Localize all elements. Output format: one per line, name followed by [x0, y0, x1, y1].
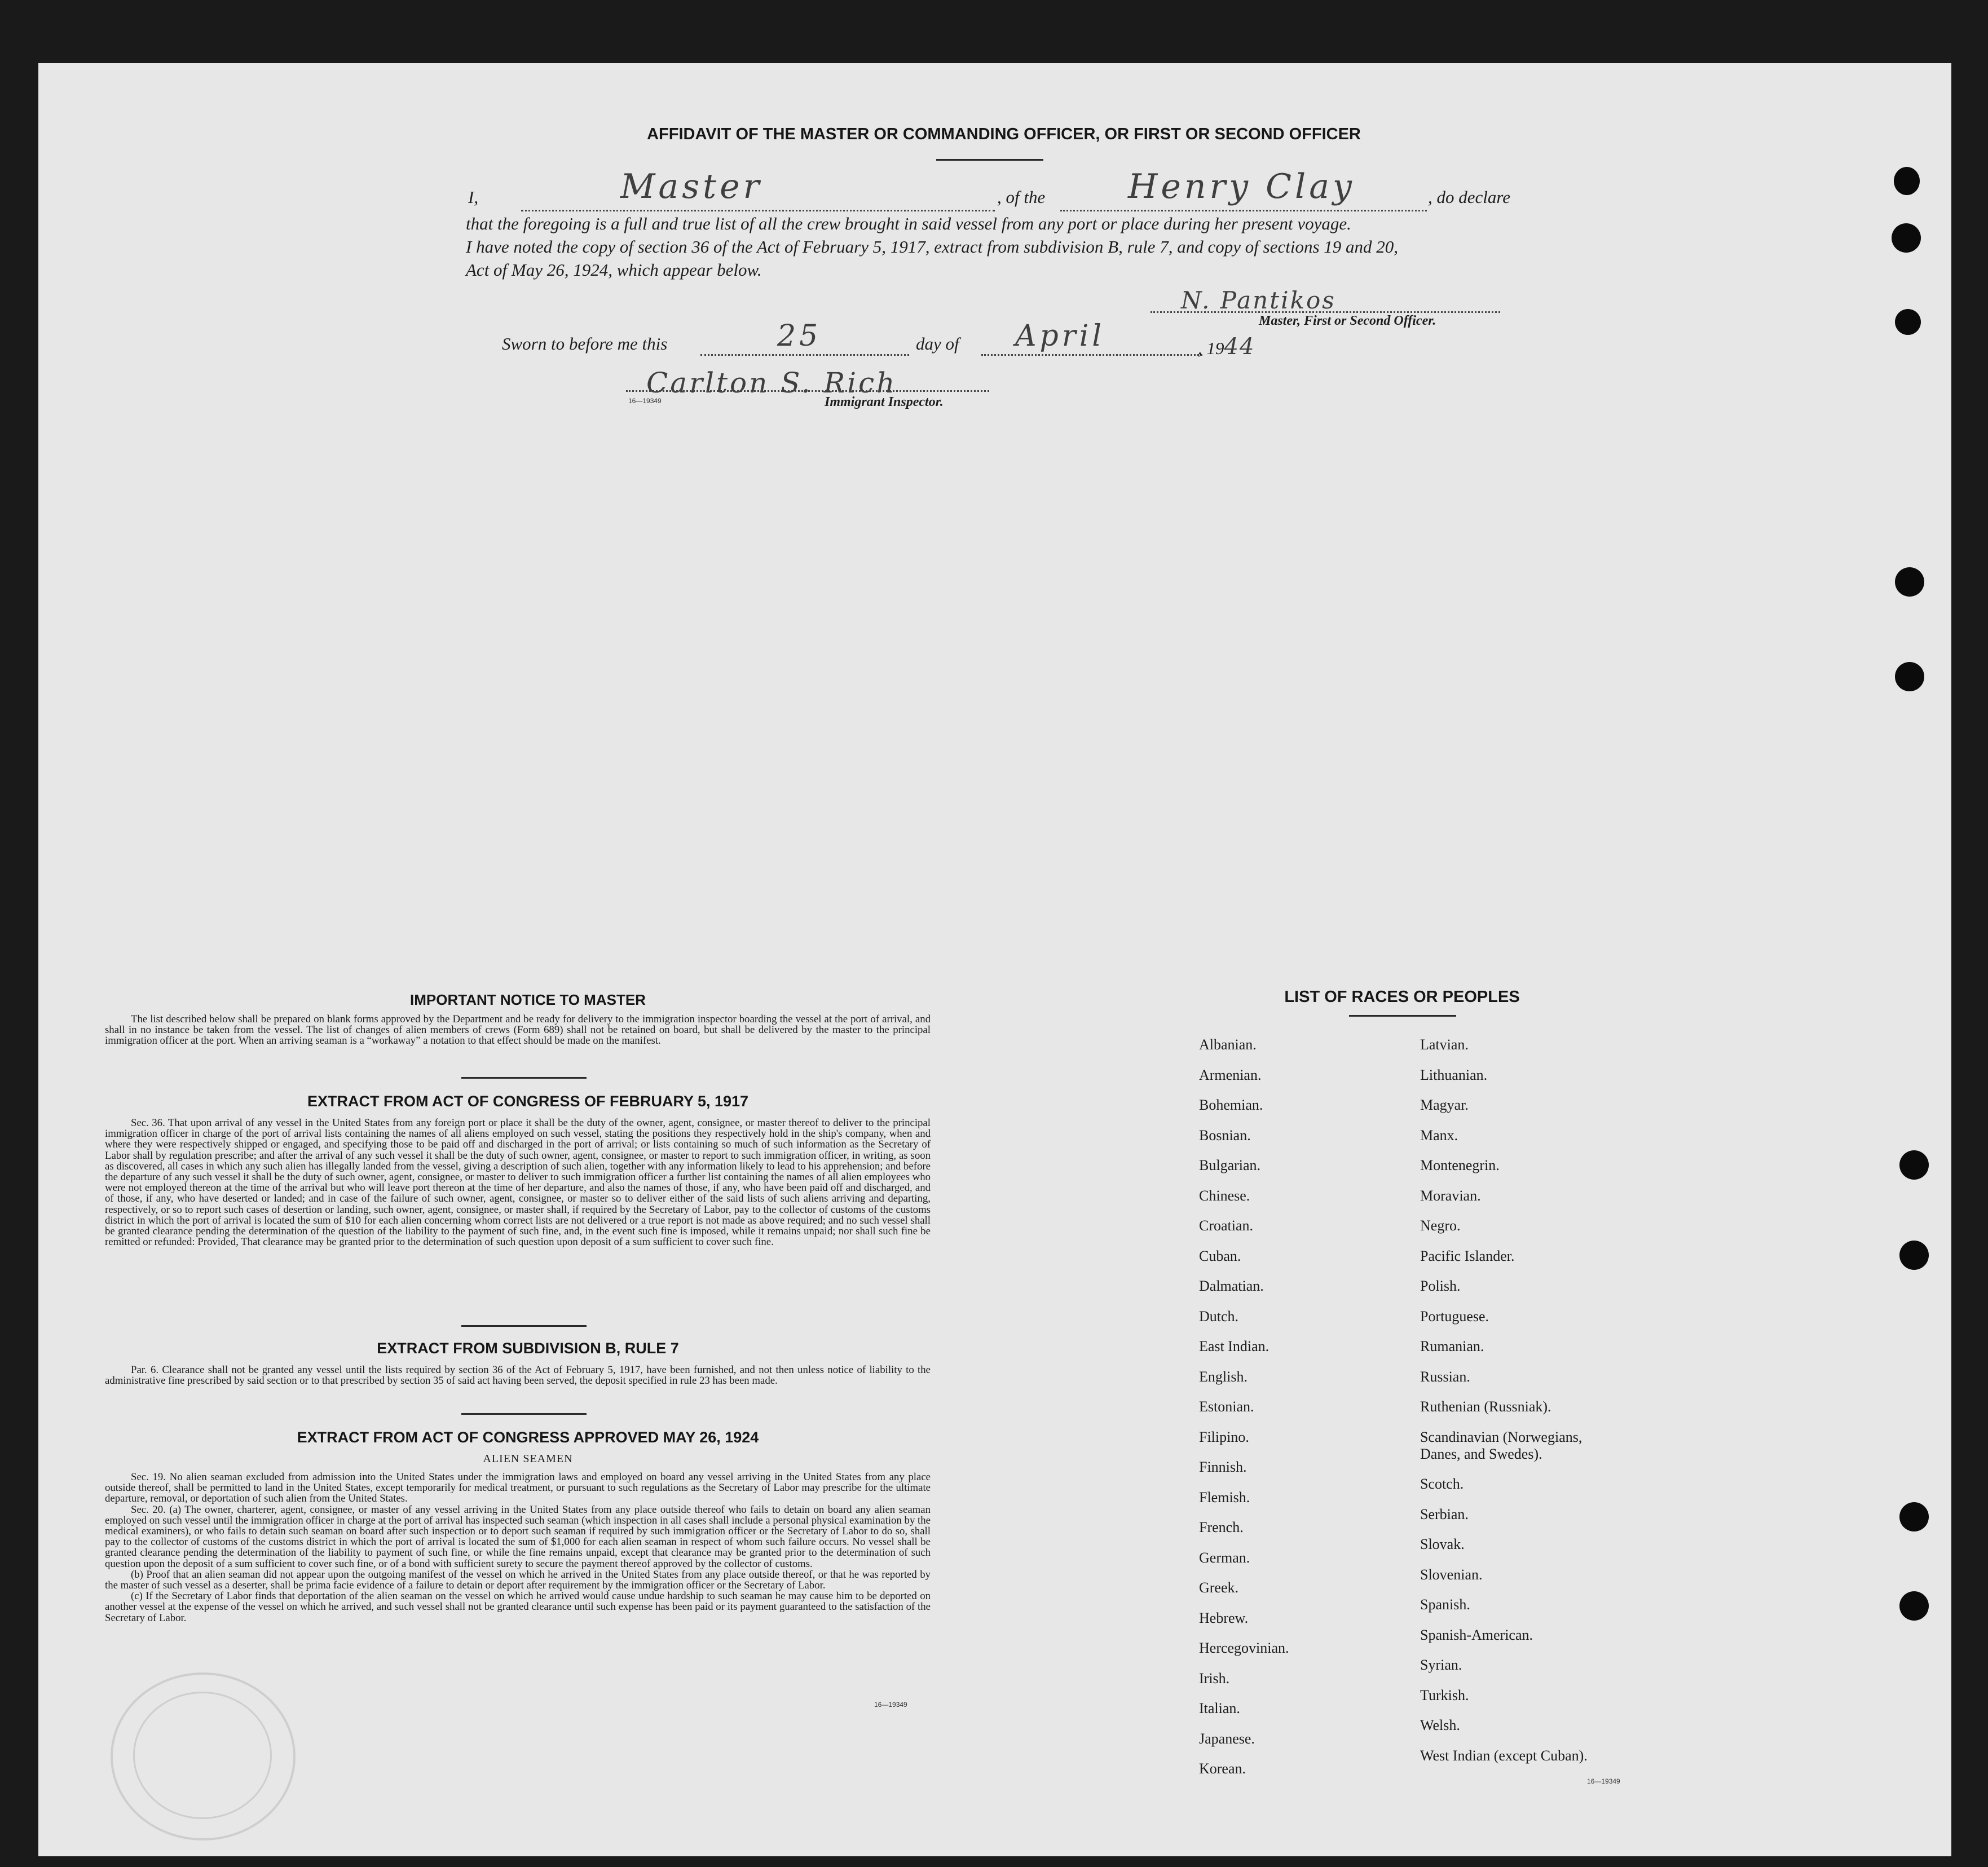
sec-20c-paragraph: (c) If the Secretary of Labor finds that deportation of the alien seaman on the vessel on which he arrived would cause undue hardship to such seaman he may cause him to be deported on another vessel at the expense of the vessel on which he arrived, and such vessel shall not be granted clearance until such expense has been paid or its payment guaranteed to the satisfaction of the Secretary of Labor.: [105, 1590, 931, 1624]
race-item: Scotch.: [1420, 1476, 1464, 1492]
sworn-day-line: [700, 354, 909, 356]
race-item: Russian.: [1420, 1368, 1470, 1385]
race-item: Scandinavian (Norwegians,: [1420, 1428, 1583, 1445]
vessel-name-handwritten: Henry Clay: [1128, 167, 1355, 206]
affidavit-line-4: Act of May 26, 1924, which appear below.: [466, 260, 762, 280]
punch-hole: [1892, 223, 1921, 253]
section-divider: [461, 1325, 587, 1327]
sworn-label: Sworn to before me this: [502, 334, 668, 354]
extract-rule7-title: EXTRACT FROM SUBDIVISION B, RULE 7: [377, 1340, 679, 1357]
race-item: Korean.: [1199, 1760, 1246, 1777]
day-of-label: day of: [916, 334, 959, 354]
race-item: Hebrew.: [1199, 1609, 1249, 1626]
section-divider: [461, 1413, 587, 1415]
punch-hole: [1899, 1150, 1929, 1180]
race-item: Montenegrin.: [1420, 1157, 1500, 1173]
race-item: Ruthenian (Russniak).: [1420, 1398, 1551, 1415]
officer-signature-line: [1151, 311, 1500, 313]
officer-rank-handwritten: Master: [620, 167, 763, 206]
punch-hole: [1895, 662, 1924, 691]
race-item: German.: [1199, 1549, 1250, 1566]
sec-20a-paragraph: Sec. 20. (a) The owner, charterer, agent, consignee, or master of any vessel arriving in the United States from any place outside thereof who fails to detain on board any alien seaman employed on such vessel until the immigration officer in charge at the port of arrival has inspected such seaman (which inspection in all cases shall include a personal physical examination by the medical examiners), or who fails to detain such seaman on board after such inspection or to deport such seaman if required by such immigration officer or the Secretary of Labor to do so, shall pay to the collector of customs of the customs district in which the port of arrival is located the sum of $1,000 for each alien seaman in respect of whom such failure occurs. No vessel shall be granted clearance pending the determination of the liability to payment of such fine, or while the fine remains unpaid, except that clearance may be granted prior to the determination of such question upon the deposit of a sum sufficient to cover such fine, or of a bond with sufficient surety to secure the payment thereof approved by the collector of customs.: [105, 1503, 931, 1570]
race-item: Japanese.: [1199, 1730, 1255, 1747]
race-item: Serbian.: [1420, 1506, 1469, 1522]
do-declare-label: , do declare: [1428, 187, 1511, 207]
inspector-signature: Carlton S. Rich: [646, 367, 897, 399]
extract-1917-body: Sec. 36. That upon arrival of any vessel in the United States from any foreign port or place it shall be the duty of the owner, agent, consignee, or master thereof to deliver to the principal immigration officer in charge of the port of arrival lists containing the names of all aliens employed on such vessel, stating the positions they respectively hold in the ship's company, when and where they were respectively shipped or engaged, and specifying those to be paid off and discharged in the port of arrival; or lists containing so much of such information as the Secretary of Labor shall by regulation prescribe; and after the arrival of any such vessel it shall be the duty of such owner, agent, consignee, or master to report to such immigration officer, in writing, as soon as discovered, all cases in which any such alien has illegally landed from the vessel, giving a description of such alien, together with any information likely to lead to his apprehension; and before the departure of any such vessel it shall be the duty of such owner, agent, consignee, or master to deliver to such immigration officer a further list containing the names of all alien employees who were not employed thereon at the time of the arrival but who will leave port thereon at the time of her departure, and also the names of those, if any, who have been paid off and discharged, and of those, if any, who have deserted or landed; and in case of the failure of such owner, agent, consignee, or master so to deliver either of the said lists of such aliens arriving and departing, respectively, or so to report such cases of desertion or landing, such owner, agent, consignee, or master shall, if required by the Secretary of Labor, pay to the collector of customs of the customs district in which the port of arrival is located the sum of $10 for each alien concerning whom correct lists are not delivered or a true report is not made as above required; and no such vessel shall be granted clearance pending the determination of the question of the liability to the payment of such fine, and, in the event such fine is imposed, while it remains unpaid; nor shall such fine be remitted or refunded: Provided, That clearance may be granted prior to the determination of such question upon deposit of a sum sufficient to cover such fine.: [105, 1117, 931, 1248]
affidavit-title: AFFIDAVIT OF THE MASTER OR COMMANDING OFFICER, OR FIRST OR SECOND OFFICER: [647, 125, 1361, 143]
i-label: I,: [468, 187, 479, 207]
race-item: Pacific Islander.: [1420, 1247, 1515, 1264]
officer-signature-caption: Master, First or Second Officer.: [1259, 314, 1436, 328]
sec-19-paragraph: Sec. 19. No alien seaman excluded from admission into the United States under the immigration laws and employed on board any vessel arriving in the United States from any place outside thereof, shall be permitted to land in the United States, except temporarily for medical treatment, or pursuant to such regulations as the Secretary of Labor may prescribe for the ultimate departure, removal, or deportation of such alien from the United States.: [105, 1471, 931, 1505]
races-title-rule: [1349, 1015, 1456, 1017]
race-item: Armenian.: [1199, 1066, 1262, 1083]
race-item: Latvian.: [1420, 1036, 1469, 1053]
race-item: Bosnian.: [1199, 1127, 1251, 1144]
race-item: Polish.: [1420, 1278, 1461, 1294]
embossed-seal-inner: [133, 1692, 272, 1819]
extract-1924-subtitle: ALIEN SEAMEN: [483, 1453, 573, 1465]
race-item: Magyar.: [1420, 1097, 1469, 1113]
form-number: 16—19349: [628, 397, 662, 405]
race-item: Bulgarian.: [1199, 1157, 1261, 1173]
race-item: Slovenian.: [1420, 1566, 1483, 1583]
form-number: 16—19349: [1587, 1777, 1620, 1785]
punch-hole: [1895, 309, 1921, 335]
race-item: Greek.: [1199, 1579, 1239, 1596]
race-item: Hercegovinian.: [1199, 1640, 1289, 1656]
of-the-label: , of the: [997, 187, 1046, 207]
race-item: Dutch.: [1199, 1308, 1239, 1325]
race-item: Albanian.: [1199, 1036, 1257, 1053]
sec-20b-paragraph: (b) Proof that an alien seaman did not appear upon the outgoing manifest of the vessel on which he arrived in the United States from any place outside thereof, or that he was reported by the master of such vessel as a deserter, shall be prima facie evidence of a failure to detain or deport after requirement by the immigration officer or the Secretary of Labor.: [105, 1568, 931, 1592]
races-title: LIST OF RACES OR PEOPLES: [1284, 988, 1520, 1006]
rank-line: [521, 210, 995, 211]
race-item: Slovak.: [1420, 1536, 1465, 1552]
race-item: Bohemian.: [1199, 1097, 1263, 1113]
race-item: Croatian.: [1199, 1217, 1254, 1234]
extract-rule7-body: Par. 6. Clearance shall not be granted any vessel until the lists required by section 36 of the Act of February 5, 1917, have been furnished, and not then unless notice of liability to the administrative fine prescribed by said section or to that prescribed by section 35 of said act having been served, the deposit specified in rule 23 has been made.: [105, 1364, 931, 1387]
race-item: Flemish.: [1199, 1489, 1250, 1506]
race-item: Negro.: [1420, 1217, 1461, 1234]
race-item: Spanish.: [1420, 1596, 1470, 1613]
punch-hole: [1899, 1502, 1929, 1531]
race-item: Syrian.: [1420, 1657, 1462, 1673]
race-item: Moravian.: [1420, 1187, 1481, 1204]
race-item: Danes, and Swedes).: [1420, 1445, 1542, 1462]
race-item: Welsh.: [1420, 1717, 1460, 1733]
race-item: Italian.: [1199, 1700, 1240, 1716]
notice-body: The list described below shall be prepared on blank forms approved by the Department and be ready for delivery to the immigration inspector boarding the vessel at the port of arrival, and shall in no instance be taken from the vessel. The list of changes of alien members of crews (Form 689) shall not be retained on board, but shall be delivered by the master to the principal immigration officer at the port. When an arriving seaman is a “workaway” a notation to that effect should be made on the manifest.: [105, 1013, 931, 1047]
race-item: Turkish.: [1420, 1687, 1469, 1703]
race-item: Dalmatian.: [1199, 1278, 1264, 1294]
year-prefix: , 19: [1198, 338, 1224, 358]
affidavit-line-2: that the foregoing is a full and true list of all the crew brought in said vessel from any port or place during her present voyage.: [466, 214, 1351, 233]
race-item: West Indian (except Cuban).: [1420, 1747, 1588, 1764]
section-divider: [461, 1077, 587, 1079]
extract-1924-title: EXTRACT FROM ACT OF CONGRESS APPROVED MAY 26, 1924: [297, 1429, 759, 1446]
inspector-caption: Immigrant Inspector.: [825, 395, 944, 409]
sworn-month-handwritten: April: [1015, 319, 1105, 353]
punch-hole: [1899, 1241, 1929, 1270]
inspector-signature-line: [626, 390, 989, 392]
race-item: Chinese.: [1199, 1187, 1250, 1204]
race-item: Filipino.: [1199, 1428, 1249, 1445]
punch-hole: [1899, 1591, 1929, 1621]
race-item: Estonian.: [1199, 1398, 1254, 1415]
form-number: 16—19349: [874, 1701, 907, 1709]
race-item: French.: [1199, 1519, 1244, 1535]
title-rule: [936, 159, 1043, 161]
race-item: Cuban.: [1199, 1247, 1241, 1264]
affidavit-line-3: I have noted the copy of section 36 of the Act of February 5, 1917, extract from subdivision B, rule 7, and copy of sections 19 and 20,: [466, 237, 1399, 257]
race-item: East Indian.: [1199, 1338, 1270, 1354]
race-item: Irish.: [1199, 1670, 1230, 1687]
year-handwritten: 44: [1224, 334, 1255, 360]
race-item: Rumanian.: [1420, 1338, 1484, 1354]
race-item: Lithuanian.: [1420, 1066, 1488, 1083]
race-item: Spanish-American.: [1420, 1626, 1533, 1643]
race-item: Manx.: [1420, 1127, 1458, 1144]
extract-1917-title: EXTRACT FROM ACT OF CONGRESS OF FEBRUARY 5, 1917: [307, 1093, 749, 1110]
punch-hole: [1895, 567, 1924, 597]
race-item: Portuguese.: [1420, 1308, 1489, 1325]
race-item: English.: [1199, 1368, 1248, 1385]
sworn-month-line: [981, 354, 1202, 356]
notice-title: IMPORTANT NOTICE TO MASTER: [410, 991, 646, 1008]
officer-signature: N. Pantikos: [1181, 286, 1336, 314]
punch-hole: [1894, 167, 1920, 195]
sworn-day-handwritten: 25: [777, 319, 822, 353]
vessel-line: [1060, 210, 1427, 211]
race-item: Finnish.: [1199, 1459, 1247, 1475]
